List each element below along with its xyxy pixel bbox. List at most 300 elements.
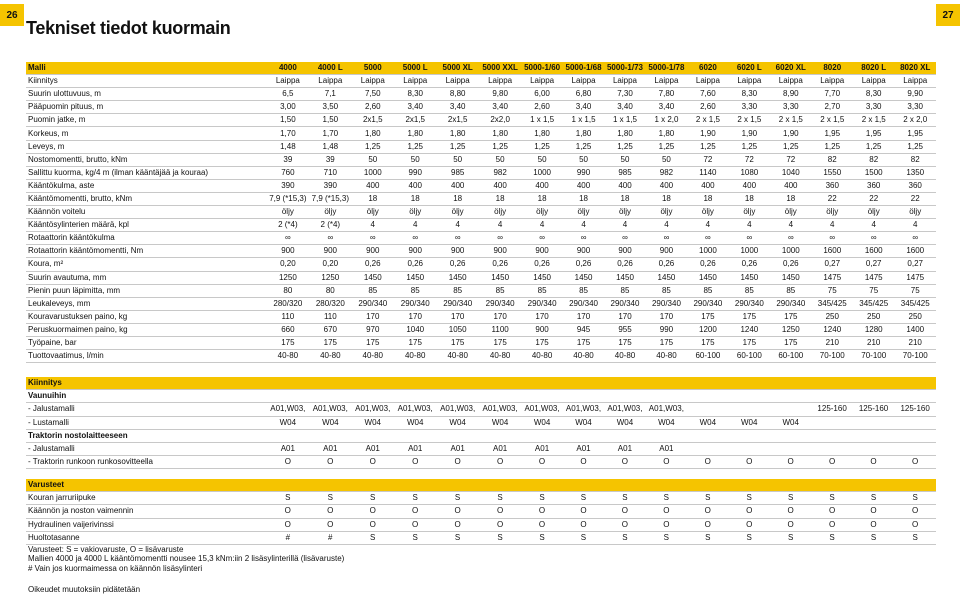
cell: 210 <box>812 336 853 349</box>
cell: 1,80 <box>563 127 604 140</box>
cell: W04 <box>521 416 562 429</box>
cell: O <box>770 518 811 531</box>
cell: 1,25 <box>894 140 936 153</box>
cell: 4 <box>894 219 936 232</box>
cell: 290/340 <box>770 297 811 310</box>
cell: S <box>770 492 811 505</box>
cell: 0,20 <box>267 258 309 271</box>
cell: ∞ <box>812 232 853 245</box>
cell: 360 <box>853 179 894 192</box>
cell: 290/340 <box>729 297 770 310</box>
cell: 660 <box>267 323 309 336</box>
cell: O <box>728 505 769 518</box>
cell: 1100 <box>479 323 521 336</box>
cell: 1450 <box>521 271 562 284</box>
cell: 1,50 <box>267 114 309 127</box>
cell: 1,25 <box>646 140 687 153</box>
row-label: Kääntökulma, aste <box>26 179 267 192</box>
cell: 4 <box>729 219 770 232</box>
cell: 8,30 <box>394 88 436 101</box>
row-label: Käännön voitelu <box>26 206 267 219</box>
cell: 1250 <box>267 271 309 284</box>
cell: 175 <box>604 336 645 349</box>
cell: 3,50 <box>309 101 351 114</box>
cell: öljy <box>563 206 604 219</box>
table-row <box>26 505 936 518</box>
cell <box>811 416 852 429</box>
cell: O <box>267 456 309 469</box>
cell: 900 <box>309 245 351 258</box>
table-row <box>26 531 936 544</box>
table-row <box>26 518 936 531</box>
cell: 85 <box>729 284 770 297</box>
cell: 2 x 1,5 <box>853 114 894 127</box>
cell: A01 <box>352 442 394 455</box>
cell: 0,26 <box>563 258 604 271</box>
cell: O <box>309 518 351 531</box>
cell: 2 (*4) <box>309 219 351 232</box>
cell: A01 <box>604 442 645 455</box>
cell: W04 <box>729 416 770 429</box>
cell: 280/320 <box>267 297 309 310</box>
cell: ∞ <box>394 232 436 245</box>
table-row <box>26 492 936 505</box>
cell: 18 <box>729 192 770 205</box>
table-row <box>26 323 936 336</box>
cell: 60-100 <box>687 350 728 363</box>
cell: 175 <box>770 336 811 349</box>
cell: S <box>563 531 604 544</box>
cell: 1 x 1,5 <box>521 114 562 127</box>
cell: 900 <box>436 245 478 258</box>
cell: 3,30 <box>770 101 811 114</box>
cell: 1000 <box>352 166 394 179</box>
cell: 670 <box>309 323 351 336</box>
cell: A01,W03, <box>604 403 645 416</box>
cell: 50 <box>646 153 687 166</box>
cell: 1,80 <box>479 127 521 140</box>
cell: 4 <box>394 219 436 232</box>
cell: 1,80 <box>352 127 394 140</box>
cell: 8,30 <box>853 88 894 101</box>
cell: O <box>563 505 604 518</box>
row-label: - Jalustamalli <box>26 403 267 416</box>
group-header <box>26 390 936 403</box>
row-label: Peruskuormaimen paino, kg <box>26 323 267 336</box>
row-label: Pääpuomin pituus, m <box>26 101 267 114</box>
cell: 5000-1/73 <box>604 62 645 75</box>
cell: 85 <box>646 284 687 297</box>
cell: S <box>394 531 436 544</box>
cell <box>687 442 728 455</box>
cell: 982 <box>646 166 687 179</box>
cell: 1475 <box>853 271 894 284</box>
table-row <box>26 456 936 469</box>
cell: 18 <box>352 192 394 205</box>
cell: 4 <box>479 219 521 232</box>
table-row <box>26 153 936 166</box>
cell: 1 x 1,5 <box>604 114 645 127</box>
cell: 1,70 <box>267 127 309 140</box>
cell: 1,95 <box>812 127 853 140</box>
cell: O <box>811 505 852 518</box>
cell: 4 <box>604 219 645 232</box>
cell: 900 <box>394 245 436 258</box>
table-row <box>26 206 936 219</box>
cell: 110 <box>267 310 309 323</box>
cell: 290/340 <box>521 297 562 310</box>
cell: O <box>394 456 436 469</box>
cell: 400 <box>563 179 604 192</box>
cell: 990 <box>563 166 604 179</box>
cell: 985 <box>436 166 478 179</box>
cell: 290/340 <box>479 297 521 310</box>
table-row <box>26 336 936 349</box>
row-label: - Lustamalli <box>26 416 267 429</box>
cell: 39 <box>267 153 309 166</box>
cell: 3,40 <box>604 101 645 114</box>
cell: 390 <box>267 179 309 192</box>
cell: ∞ <box>352 232 394 245</box>
cell: 1,90 <box>770 127 811 140</box>
cell: öljy <box>646 206 687 219</box>
cell: O <box>604 505 645 518</box>
cell: 290/340 <box>394 297 436 310</box>
cell: Laippa <box>521 75 562 88</box>
table-row <box>26 75 936 88</box>
row-label: Puomin jatke, m <box>26 114 267 127</box>
row-label: Koura, m² <box>26 258 267 271</box>
cell <box>729 403 770 416</box>
cell: S <box>351 492 393 505</box>
cell: 22 <box>812 192 853 205</box>
cell: O <box>436 518 478 531</box>
cell: 1,25 <box>479 140 521 153</box>
cell: 175 <box>729 310 770 323</box>
cell: 175 <box>436 336 478 349</box>
cell: 40-80 <box>521 350 562 363</box>
cell: 7,9 (*15,3) <box>309 192 351 205</box>
cell: A01,W03, <box>436 403 478 416</box>
cell: 982 <box>479 166 521 179</box>
cell: 400 <box>394 179 436 192</box>
cell: 4 <box>770 219 811 232</box>
cell: öljy <box>687 206 728 219</box>
cell: 60-100 <box>729 350 770 363</box>
cell: 40-80 <box>352 350 394 363</box>
row-label: Leukaleveys, mm <box>26 297 267 310</box>
cell: 50 <box>563 153 604 166</box>
table-row <box>26 297 936 310</box>
row-label: Suurin avautuma, mm <box>26 271 267 284</box>
cell: 1,25 <box>604 140 645 153</box>
table-row <box>26 284 936 297</box>
cell: 60-100 <box>770 350 811 363</box>
cell: 4000 <box>267 62 309 75</box>
cell: 1,95 <box>853 127 894 140</box>
cell: A01,W03, <box>479 403 521 416</box>
cell: S <box>646 531 687 544</box>
cell: O <box>894 518 936 531</box>
cell: 7,1 <box>309 88 351 101</box>
cell: 70-100 <box>853 350 894 363</box>
cell: 1450 <box>479 271 521 284</box>
cell: O <box>853 456 894 469</box>
cell: 400 <box>604 179 645 192</box>
cell: 18 <box>687 192 728 205</box>
cell: 2 (*4) <box>267 219 309 232</box>
cell: 1,48 <box>267 140 309 153</box>
cell: 900 <box>604 245 645 258</box>
table-row <box>26 114 936 127</box>
row-label: Kääntömomentti, brutto, kNm <box>26 192 267 205</box>
cell: 1600 <box>812 245 853 258</box>
table-row <box>26 192 936 205</box>
cell: 85 <box>770 284 811 297</box>
cell: 170 <box>479 310 521 323</box>
row-label: Rotaattorin kääntökulma <box>26 232 267 245</box>
cell: 990 <box>394 166 436 179</box>
cell: 1,90 <box>687 127 728 140</box>
cell: 4 <box>521 219 562 232</box>
mounting-table <box>26 377 936 469</box>
cell: S <box>604 492 645 505</box>
cell: 3,40 <box>479 101 521 114</box>
cell: 1450 <box>604 271 645 284</box>
row-label: Kouravarustuksen paino, kg <box>26 310 267 323</box>
cell: 85 <box>479 284 521 297</box>
cell: 2,60 <box>521 101 562 114</box>
notes <box>28 545 344 573</box>
cell: 1080 <box>729 166 770 179</box>
cell: 5000 L <box>394 62 436 75</box>
cell: öljy <box>394 206 436 219</box>
cell: O <box>687 456 728 469</box>
cell: O <box>309 505 351 518</box>
cell: 1400 <box>894 323 936 336</box>
table-row <box>26 219 936 232</box>
cell: 50 <box>479 153 521 166</box>
table-row <box>26 166 936 179</box>
cell: ∞ <box>521 232 562 245</box>
cell: 5000-1/68 <box>563 62 604 75</box>
cell: 175 <box>687 310 728 323</box>
cell: ∞ <box>604 232 645 245</box>
cell: 70-100 <box>812 350 853 363</box>
cell: Laippa <box>729 75 770 88</box>
cell: S <box>563 492 604 505</box>
cell: O <box>604 518 645 531</box>
cell: 1350 <box>894 166 936 179</box>
cell: 175 <box>563 336 604 349</box>
cell: A01,W03, <box>352 403 394 416</box>
cell: 22 <box>894 192 936 205</box>
cell: O <box>894 505 936 518</box>
cell: 990 <box>646 323 687 336</box>
cell: 1,90 <box>729 127 770 140</box>
cell: 75 <box>812 284 853 297</box>
cell: S <box>853 492 894 505</box>
cell: öljy <box>309 206 351 219</box>
cell: öljy <box>770 206 811 219</box>
cell: 1,25 <box>521 140 562 153</box>
cell: 8020 <box>812 62 853 75</box>
cell: O <box>521 456 562 469</box>
cell: 1,80 <box>436 127 478 140</box>
row-label: Suurin ulottuvuus, m <box>26 88 267 101</box>
cell: 9,80 <box>479 88 521 101</box>
cell: S <box>687 531 728 544</box>
cell: Laippa <box>479 75 521 88</box>
cell: 85 <box>687 284 728 297</box>
cell: 0,27 <box>853 258 894 271</box>
cell: W04 <box>604 416 645 429</box>
cell: 0,26 <box>604 258 645 271</box>
cell: 110 <box>309 310 351 323</box>
cell: 280/320 <box>309 297 351 310</box>
cell: S <box>728 492 769 505</box>
page-number-left: 26 <box>0 4 24 26</box>
cell: 1,80 <box>646 127 687 140</box>
cell: A01 <box>563 442 604 455</box>
cell: 7,80 <box>646 88 687 101</box>
cell: 6020 L <box>729 62 770 75</box>
cell: ∞ <box>729 232 770 245</box>
row-label: Kääntösylinterien määrä, kpl <box>26 219 267 232</box>
cell: W04 <box>267 416 309 429</box>
cell: 1450 <box>352 271 394 284</box>
cell: 900 <box>521 245 562 258</box>
cell: 7,70 <box>812 88 853 101</box>
cell: 900 <box>646 245 687 258</box>
cell: 290/340 <box>563 297 604 310</box>
cell: 1550 <box>812 166 853 179</box>
cell: 40-80 <box>479 350 521 363</box>
cell: 7,30 <box>604 88 645 101</box>
cell: 72 <box>729 153 770 166</box>
cell: 72 <box>770 153 811 166</box>
cell: 85 <box>604 284 645 297</box>
cell: O <box>687 505 728 518</box>
cell: 1,25 <box>352 140 394 153</box>
cell: 400 <box>770 179 811 192</box>
cell: ∞ <box>687 232 728 245</box>
cell: 18 <box>436 192 478 205</box>
cell: 390 <box>309 179 351 192</box>
cell: 8,90 <box>770 88 811 101</box>
cell: S <box>479 531 521 544</box>
cell <box>853 442 894 455</box>
cell: 4 <box>687 219 728 232</box>
cell: 250 <box>853 310 894 323</box>
cell: W04 <box>436 416 478 429</box>
cell: S <box>853 531 894 544</box>
cell: 0,26 <box>687 258 728 271</box>
cell: 6,80 <box>563 88 604 101</box>
cell: 4 <box>853 219 894 232</box>
row-label: Leveys, m <box>26 140 267 153</box>
cell: O <box>646 518 687 531</box>
cell: 175 <box>479 336 521 349</box>
cell: 2 x 1,5 <box>770 114 811 127</box>
cell: 125-160 <box>853 403 894 416</box>
cell: 0,20 <box>309 258 351 271</box>
cell: 18 <box>770 192 811 205</box>
cell: O <box>479 456 521 469</box>
cell <box>770 442 811 455</box>
section-header <box>26 479 936 492</box>
cell: 125-160 <box>894 403 936 416</box>
table-row <box>26 179 936 192</box>
cell: 210 <box>853 336 894 349</box>
cell: 6,00 <box>521 88 562 101</box>
cell: 175 <box>352 336 394 349</box>
cell: S <box>394 492 436 505</box>
cell: O <box>563 518 604 531</box>
cell: W04 <box>394 416 436 429</box>
cell: O <box>853 518 894 531</box>
page-title: Tekniset tiedot kuormain <box>26 18 231 38</box>
cell: 3,40 <box>436 101 478 114</box>
cell: 3,30 <box>729 101 770 114</box>
cell: 85 <box>563 284 604 297</box>
cell: 1,80 <box>394 127 436 140</box>
row-label: - Traktorin runkoon runkosovitteella <box>26 456 267 469</box>
cell: A01,W03, <box>563 403 604 416</box>
cell: 170 <box>563 310 604 323</box>
cell: Laippa <box>309 75 351 88</box>
cell: 1000 <box>687 245 728 258</box>
cell: S <box>894 492 936 505</box>
cell: 900 <box>352 245 394 258</box>
cell: 1450 <box>563 271 604 284</box>
cell: S <box>687 492 728 505</box>
cell: 5000-1/78 <box>646 62 687 75</box>
cell: O <box>646 505 687 518</box>
cell: 1200 <box>687 323 728 336</box>
cell: Laippa <box>604 75 645 88</box>
cell: 2,60 <box>687 101 728 114</box>
cell: 360 <box>812 179 853 192</box>
cell: W04 <box>770 416 811 429</box>
row-label: Kouran jarruriipuke <box>26 492 267 505</box>
cell: # <box>267 531 309 544</box>
row-label: Kiinnitys <box>26 75 267 88</box>
cell: 170 <box>394 310 436 323</box>
cell: öljy <box>352 206 394 219</box>
cell: öljy <box>894 206 936 219</box>
cell: S <box>770 531 811 544</box>
cell: 0,26 <box>729 258 770 271</box>
cell: 900 <box>521 323 562 336</box>
cell: S <box>604 531 645 544</box>
cell: S <box>351 531 393 544</box>
section-header-label: Kiinnitys <box>26 377 936 390</box>
cell: O <box>728 518 769 531</box>
row-label: Korkeus, m <box>26 127 267 140</box>
page-number-right: 27 <box>936 4 960 26</box>
cell: O <box>521 505 562 518</box>
cell: 82 <box>853 153 894 166</box>
cell: O <box>894 456 936 469</box>
cell: 18 <box>646 192 687 205</box>
row-label: Tuottovaatimus, l/min <box>26 350 267 363</box>
cell: 175 <box>521 336 562 349</box>
cell: öljy <box>853 206 894 219</box>
cell: 1240 <box>812 323 853 336</box>
cell: 1250 <box>770 323 811 336</box>
cell: 400 <box>521 179 562 192</box>
